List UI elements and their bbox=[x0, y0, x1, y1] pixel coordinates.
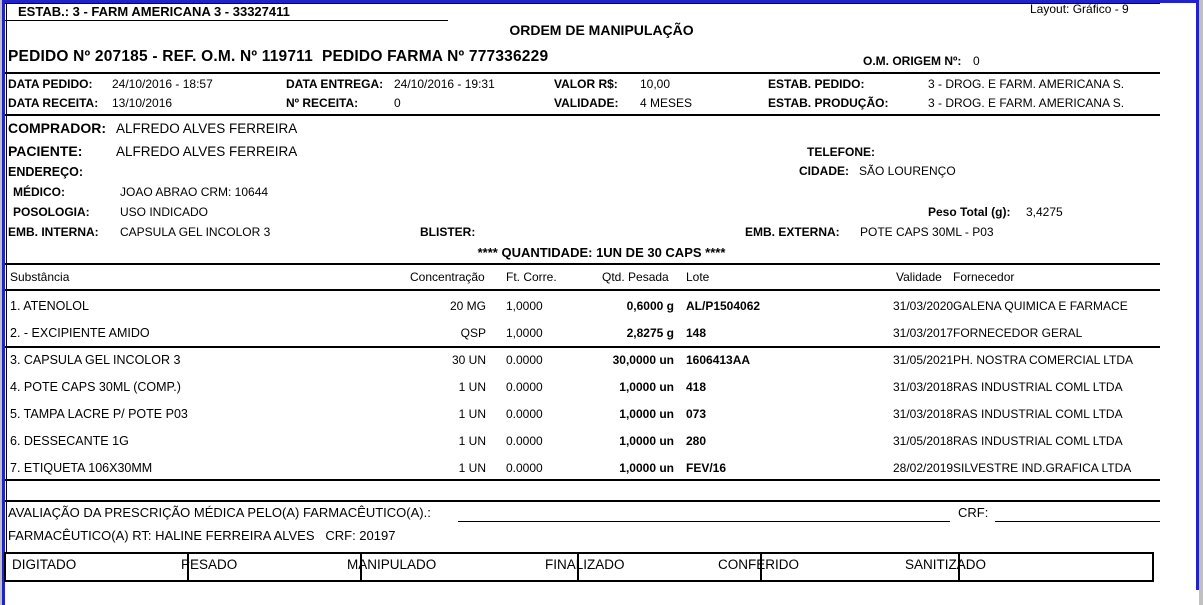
posologia-label: POSOLOGIA: bbox=[13, 205, 90, 219]
status-label-conferido: CONFERIDO bbox=[718, 557, 799, 572]
cell-lote: 280 bbox=[686, 434, 707, 448]
cell-concentracao: 1 UN bbox=[458, 434, 486, 448]
col-header-lote: Lote bbox=[686, 270, 710, 284]
cell-fornecedor: FORNECEDOR GERAL bbox=[953, 326, 1083, 340]
estab-underline bbox=[5, 20, 448, 21]
medico-label: MÉDICO: bbox=[13, 185, 65, 199]
cell-validade: 31/03/2020 bbox=[893, 299, 954, 313]
separator-line bbox=[5, 289, 1160, 291]
table-row bbox=[0, 380, 1203, 396]
valor-label: VALOR R$: bbox=[554, 77, 618, 91]
cell-qtd-pesada: 1,0000 un bbox=[619, 434, 674, 448]
cell-substancia: 4. POTE CAPS 30ML (COMP.) bbox=[10, 380, 181, 394]
data-entrega-value: 24/10/2016 - 19:31 bbox=[394, 77, 495, 91]
cell-concentracao: 1 UN bbox=[458, 461, 486, 475]
cell-lote: 073 bbox=[686, 407, 707, 421]
cell-validade: 31/03/2018 bbox=[893, 407, 954, 421]
peso-total-value: 3,4275 bbox=[1026, 205, 1063, 219]
status-label-manipulado: MANIPULADO bbox=[347, 557, 437, 572]
medico-value: JOAO ABRAO CRM: 10644 bbox=[120, 185, 269, 199]
cell-ft-corre: 0.0000 bbox=[506, 407, 543, 421]
table-row bbox=[0, 434, 1203, 450]
n-receita-label: Nº RECEITA: bbox=[286, 96, 359, 110]
paciente-label: PACIENTE: bbox=[8, 143, 83, 159]
table-row bbox=[0, 353, 1203, 369]
table-row bbox=[0, 299, 1203, 315]
posologia-value: USO INDICADO bbox=[120, 205, 209, 219]
crf-line bbox=[995, 521, 1160, 522]
telefone-label: TELEFONE: bbox=[807, 145, 875, 159]
separator-line bbox=[5, 500, 1160, 502]
endereco-label: ENDEREÇO: bbox=[8, 165, 84, 179]
cell-substancia: 7. ETIQUETA 106X30MM bbox=[10, 461, 153, 475]
table-row bbox=[0, 461, 1203, 477]
emb-interna-label: EMB. INTERNA: bbox=[8, 225, 99, 239]
cidade-value: SÃO LOURENÇO bbox=[859, 164, 956, 178]
status-label-digitado: DIGITADO bbox=[12, 557, 77, 572]
om-origem-label: O.M. ORIGEM Nº: bbox=[863, 54, 962, 68]
data-pedido-label: DATA PEDIDO: bbox=[8, 77, 93, 91]
cell-substancia: 5. TAMPA LACRE P/ POTE P03 bbox=[10, 407, 188, 421]
emb-externa-value: POTE CAPS 30ML - P03 bbox=[860, 225, 994, 239]
cell-qtd-pesada: 2,8275 g bbox=[626, 326, 674, 340]
status-label-sanitizado: SANITIZADO bbox=[905, 557, 987, 572]
cell-validade: 31/03/2018 bbox=[893, 380, 954, 394]
avaliacao-label: AVALIAÇÃO DA PRESCRIÇÃO MÉDICA PELO(A) FARMACÊUTICO(A).: bbox=[8, 505, 431, 520]
cell-ft-corre: 1,0000 bbox=[506, 326, 543, 340]
crf-label: CRF: bbox=[958, 505, 989, 520]
cell-qtd-pesada: 1,0000 un bbox=[619, 461, 674, 475]
cell-lote: 1606413AA bbox=[686, 353, 751, 367]
status-label-pesado: PESADO bbox=[181, 557, 238, 572]
status-label-finalizado: FINALIZADO bbox=[545, 557, 625, 572]
cell-fornecedor: RAS INDUSTRIAL COML LTDA bbox=[953, 380, 1123, 394]
cell-validade: 31/05/2021 bbox=[893, 353, 954, 367]
cell-validade: 31/05/2018 bbox=[893, 434, 954, 448]
estab-pedido-label: ESTAB. PEDIDO: bbox=[768, 77, 865, 91]
data-pedido-value: 24/10/2016 - 18:57 bbox=[112, 77, 213, 91]
cell-ft-corre: 0.0000 bbox=[506, 461, 543, 475]
document-border-left bbox=[6, 3, 7, 581]
cell-concentracao: 30 UN bbox=[451, 353, 486, 367]
om-origem-value: 0 bbox=[973, 54, 980, 68]
separator-line bbox=[5, 346, 1160, 348]
col-header-ft-corre: Ft. Corre. bbox=[506, 270, 557, 284]
quantidade-banner: **** QUANTIDADE: 1UN DE 30 CAPS **** bbox=[477, 245, 726, 260]
cell-qtd-pesada: 1,0000 un bbox=[619, 407, 674, 421]
cell-qtd-pesada: 1,0000 un bbox=[619, 380, 674, 394]
cell-concentracao: 1 UN bbox=[458, 380, 486, 394]
cell-concentracao: 1 UN bbox=[458, 407, 486, 421]
estab-producao-value: 3 - DROG. E FARM. AMERICANA S. bbox=[928, 96, 1125, 110]
data-receita-label: DATA RECEITA: bbox=[8, 96, 99, 110]
peso-total-label: Peso Total (g): bbox=[928, 205, 1011, 219]
emb-externa-label: EMB. EXTERNA: bbox=[745, 225, 840, 239]
comprador-label: COMPRADOR: bbox=[8, 120, 106, 136]
cell-fornecedor: GALENA QUIMICA E FARMACE bbox=[953, 299, 1128, 313]
table-row bbox=[0, 326, 1203, 342]
blister-label: BLISTER: bbox=[420, 225, 476, 239]
table-row bbox=[0, 407, 1203, 423]
separator-line bbox=[5, 263, 1160, 265]
valor-value: 10,00 bbox=[640, 77, 671, 91]
cell-concentracao: QSP bbox=[460, 326, 486, 340]
layout-label: Layout: Gráfico - 9 bbox=[1030, 2, 1129, 16]
cell-ft-corre: 1,0000 bbox=[506, 299, 543, 313]
cell-substancia: 2. - EXCIPIENTE AMIDO bbox=[10, 326, 150, 340]
estab-line: ESTAB.: 3 - FARM AMERICANA 3 - 33327411 bbox=[18, 4, 290, 19]
cell-substancia: 6. DESSECANTE 1G bbox=[10, 434, 129, 448]
cell-validade: 28/02/2019 bbox=[893, 461, 954, 475]
cell-concentracao: 20 MG bbox=[449, 299, 486, 313]
window-frame-right bbox=[1196, 0, 1199, 590]
comprador-value: ALFREDO ALVES FERREIRA bbox=[116, 121, 298, 136]
signature-line bbox=[458, 521, 950, 522]
col-header-fornecedor: Fornecedor bbox=[953, 270, 1015, 284]
cell-ft-corre: 0.0000 bbox=[506, 434, 543, 448]
cell-lote: 418 bbox=[686, 380, 707, 394]
estab-pedido-value: 3 - DROG. E FARM. AMERICANA S. bbox=[928, 77, 1125, 91]
cell-qtd-pesada: 0,6000 g bbox=[626, 299, 674, 313]
validade-value: 4 MESES bbox=[640, 96, 693, 110]
col-header-substancia: Substância bbox=[10, 270, 70, 284]
cell-qtd-pesada: 30,0000 un bbox=[612, 353, 674, 367]
separator-line bbox=[5, 479, 1160, 481]
cell-lote: AL/P1504062 bbox=[686, 299, 761, 313]
cell-fornecedor: SILVESTRE IND.GRAFICA LTDA bbox=[953, 461, 1132, 475]
n-receita-value: 0 bbox=[394, 96, 401, 110]
data-entrega-label: DATA ENTREGA: bbox=[286, 77, 384, 91]
cell-ft-corre: 0.0000 bbox=[506, 353, 543, 367]
data-receita-value: 13/10/2016 bbox=[112, 96, 173, 110]
cell-substancia: 3. CAPSULA GEL INCOLOR 3 bbox=[10, 353, 181, 367]
col-header-validade: Validade bbox=[896, 270, 942, 284]
cell-fornecedor: PH. NOSTRA COMERCIAL LTDA bbox=[953, 353, 1134, 367]
cell-validade: 31/03/2017 bbox=[893, 326, 954, 340]
cell-fornecedor: RAS INDUSTRIAL COML LTDA bbox=[953, 407, 1123, 421]
cell-lote: 148 bbox=[686, 326, 707, 340]
cell-fornecedor: RAS INDUSTRIAL COML LTDA bbox=[953, 434, 1123, 448]
farmaceutico-rt-line: FARMACÊUTICO(A) RT: HALINE FERREIRA ALVES CRF: 20197 bbox=[8, 528, 396, 543]
paciente-value: ALFREDO ALVES FERREIRA bbox=[116, 144, 298, 159]
validade-label: VALIDADE: bbox=[554, 96, 619, 110]
emb-interna-value: CAPSULA GEL INCOLOR 3 bbox=[120, 225, 271, 239]
page-title: ORDEM DE MANIPULAÇÃO bbox=[509, 22, 694, 38]
col-header-concentracao: Concentração bbox=[410, 270, 485, 284]
separator-line bbox=[5, 114, 1160, 116]
pedido-line: PEDIDO Nº 207185 - REF. O.M. Nº 119711 PEDIDO FARMA Nº 777336229 bbox=[8, 48, 549, 65]
col-header-qtd-pesada: Qtd. Pesada bbox=[602, 270, 669, 284]
cidade-label: CIDADE: bbox=[799, 164, 849, 178]
cell-substancia: 1. ATENOLOL bbox=[10, 299, 89, 313]
estab-producao-label: ESTAB. PRODUÇÃO: bbox=[768, 96, 889, 110]
cell-ft-corre: 0.0000 bbox=[506, 380, 543, 394]
cell-lote: FEV/16 bbox=[686, 461, 727, 475]
separator-line bbox=[5, 72, 1160, 74]
